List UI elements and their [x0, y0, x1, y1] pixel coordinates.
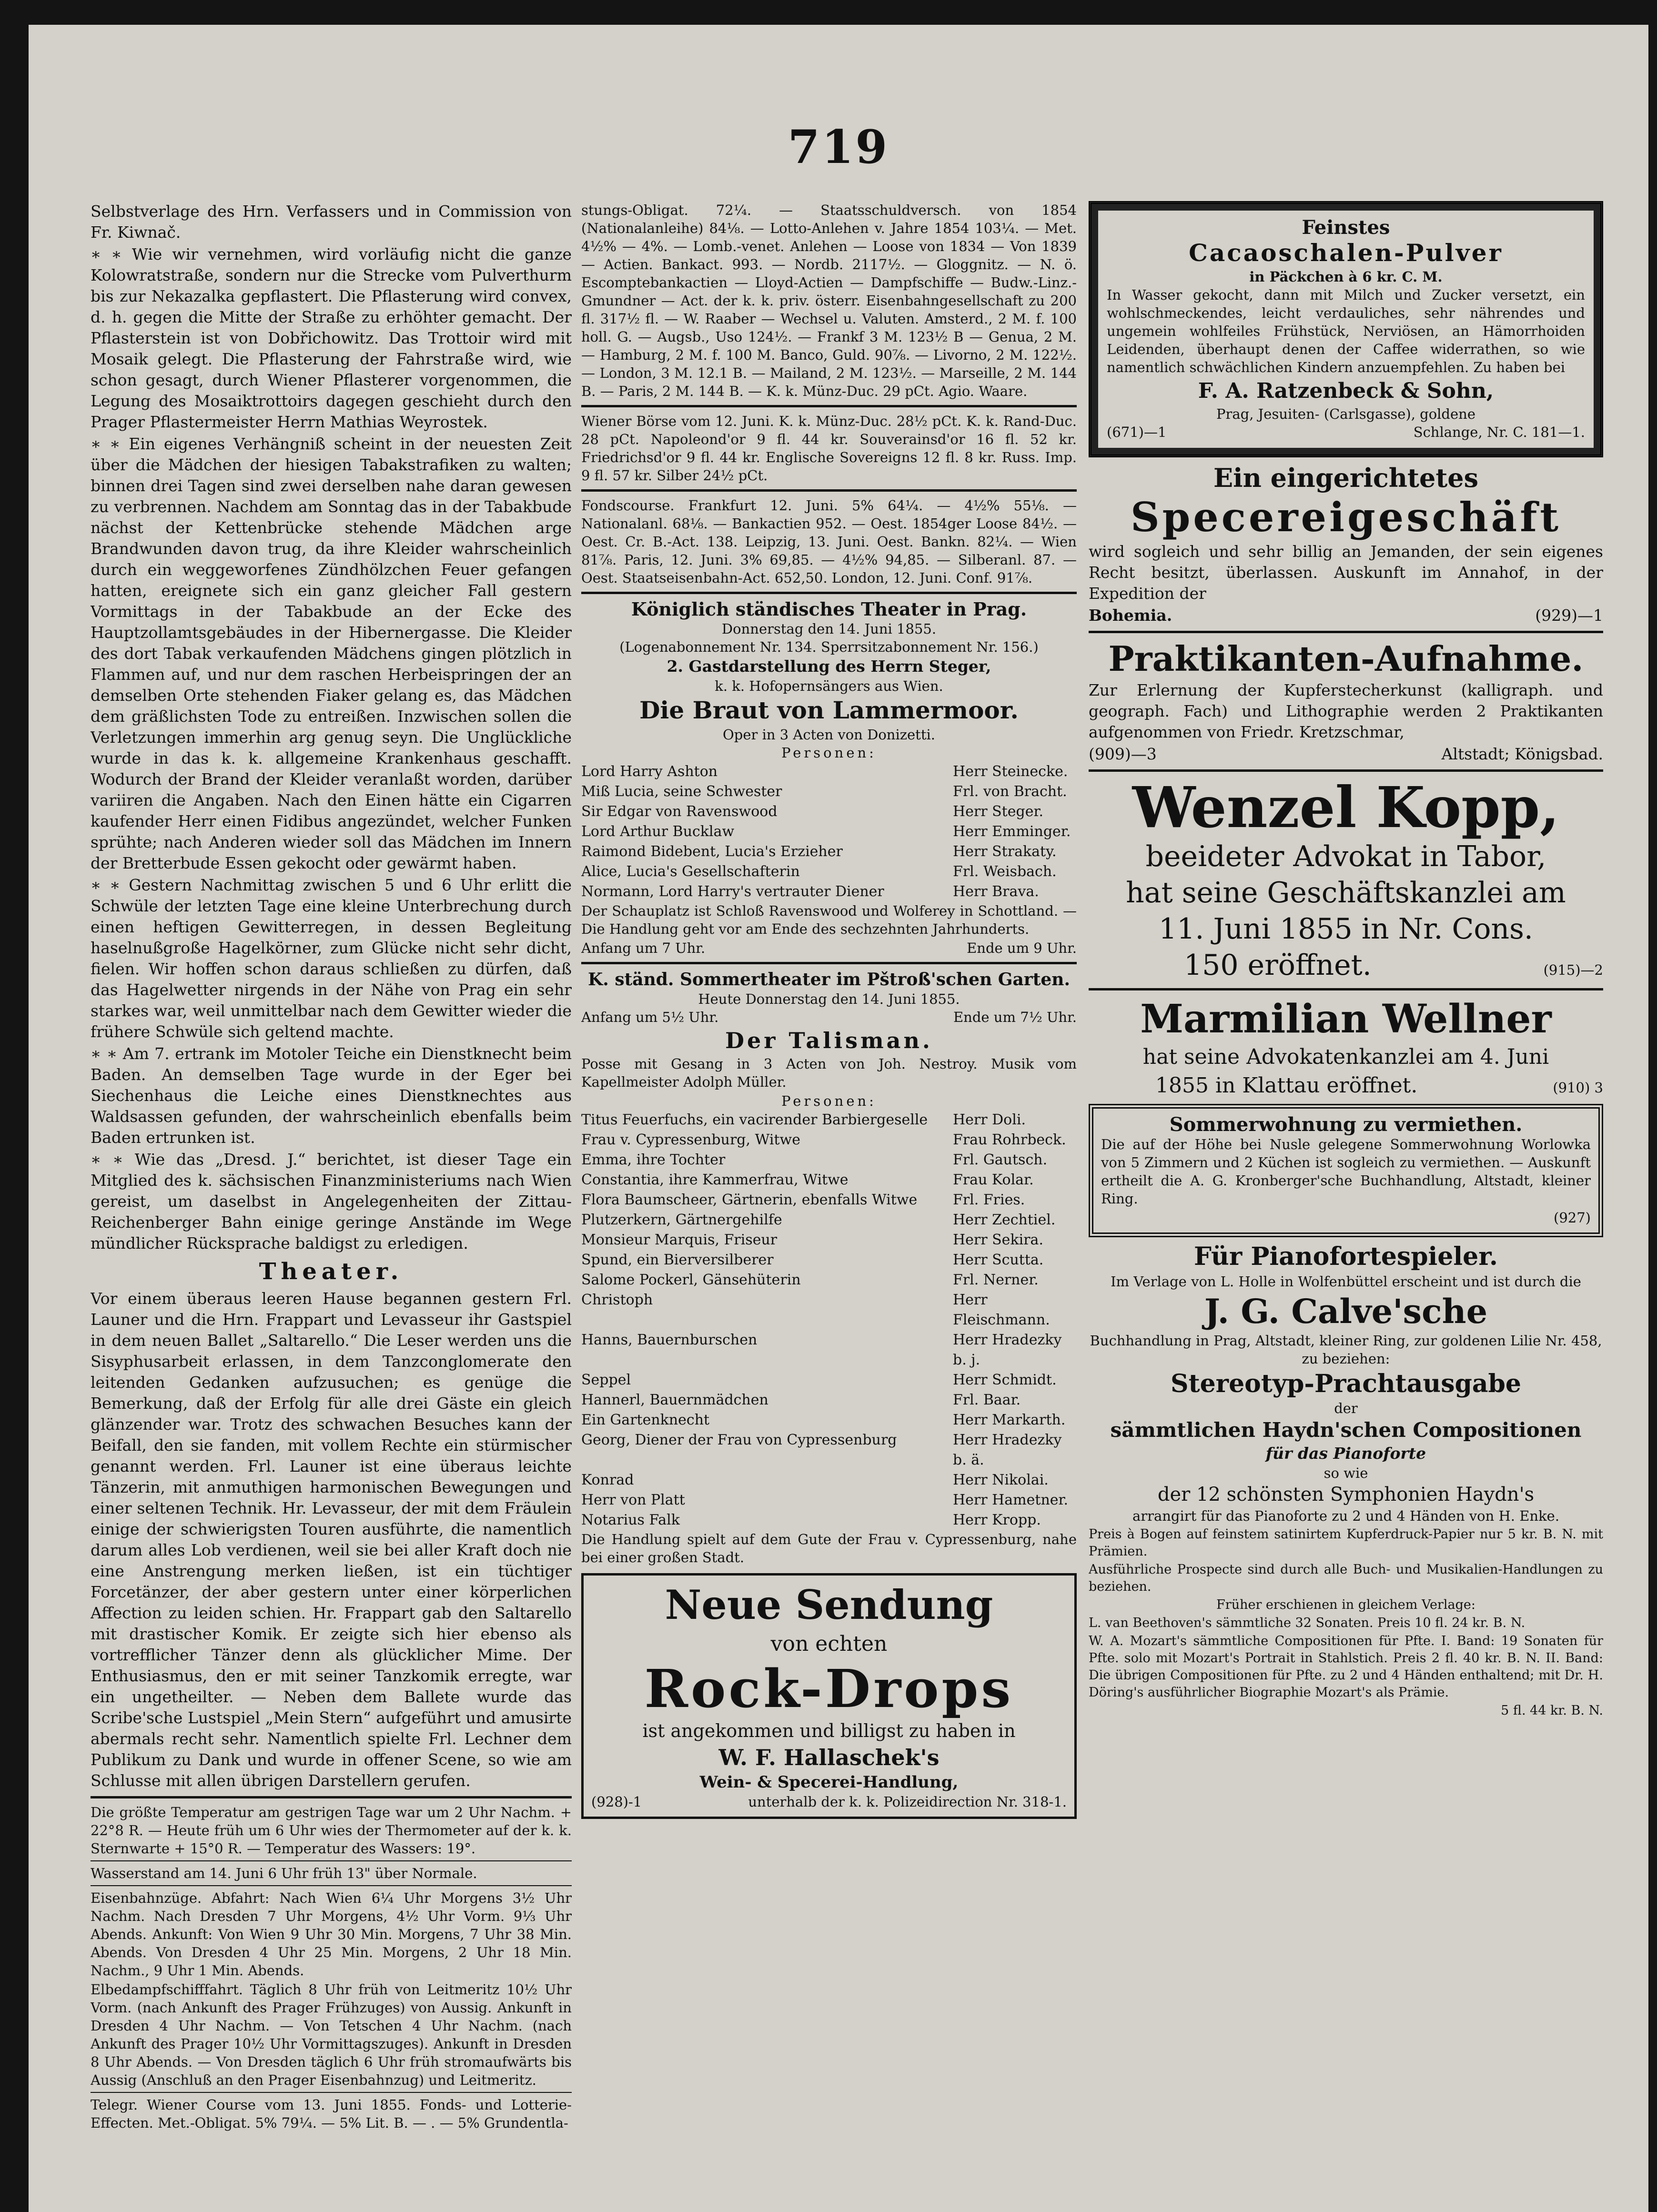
- cast-row: [581, 1230, 1077, 1250]
- piano-address: Buchhandlung in Prag, Altstadt, kleiner Ring, zur goldenen Lilie Nr. 458, zu beziehen:: [1090, 1333, 1602, 1367]
- cast-role: Spund, ein Bierversilberer: [581, 1252, 774, 1268]
- ad-shop-type: Wein- & Specerei-Handlung,: [699, 1773, 959, 1792]
- cocoa-address-2: Schlange, Nr. C. 181—1.: [1413, 424, 1585, 440]
- start-time: Anfang um 7 Uhr.: [581, 940, 706, 956]
- cast-role: Lord Harry Ashton: [581, 763, 718, 780]
- cocoa-title-1: Feinstes: [1302, 216, 1390, 239]
- cast-role: Salome Pockerl, Gänsehüterin: [581, 1272, 801, 1288]
- opera-times: [581, 939, 1077, 957]
- kopp-footer: [1089, 947, 1603, 983]
- summer-theater-date: Heute Donnerstag den 14. Juni 1855.: [698, 991, 960, 1007]
- cast-role: Seppel: [581, 1372, 631, 1388]
- summer-apartment-text: Die auf der Höhe bei Nusle gelegene Sommerwohnung Worlowka von 5 Zimmern und 2 Küchen ist sogleich zu vermiethen. — Auskunft ertheilt die A. G. Kronberger'sche Buchhandlung, Altstadt, kleiner Ring.: [1101, 1136, 1591, 1207]
- cast-actor: Herr Doli.: [953, 1111, 1026, 1128]
- divider: [91, 1796, 572, 1798]
- cast-row: [581, 802, 1077, 822]
- telegraph-course: Telegr. Wiener Course vom 13. Juni 1855. Fonds- und Lotterie-Effecten. Met.-Obligat. 5% 79¼. — 5% Lit. B. — . — 5% Grundentla-: [91, 2097, 572, 2131]
- temperature-report: Die größte Temperatur am gestrigen Tage war um 2 Uhr Nachm. + 22°8 R. — Heute früh um 6 Uhr wies der Thermometer auf der k. k. Sternwarte + 15°0 R. — Temperatur des Wassers: 19°.: [91, 1804, 572, 1857]
- wellner-number: (910) 3: [1553, 1080, 1603, 1096]
- praktikanten-text: Zur Erlernung der Kupferstecherkunst (kalligraph. und geograph. Fach) und Lithographie werden 2 Praktikanten aufgenommen von Friedr. Kretzschmar,: [1089, 681, 1603, 741]
- cast-actor: Frau Rohrbeck.: [953, 1131, 1066, 1148]
- play-times: [581, 1008, 1077, 1026]
- cast-row: [581, 1130, 1077, 1150]
- cast-row: [581, 842, 1077, 862]
- cast-row: [581, 1470, 1077, 1490]
- cast-actor: Herr Schmidt.: [953, 1372, 1057, 1388]
- cast-role: Lord Arthur Bucklaw: [581, 823, 735, 840]
- piano-previous: Früher erschienen in gleichem Verlage:: [1216, 1597, 1475, 1612]
- cocoa-address: Prag, Jesuiten- (Carlsgasse), goldene: [1216, 406, 1475, 422]
- cast-row: [581, 1490, 1077, 1510]
- railway-schedule: Eisenbahnzüge. Abfahrt: Nach Wien 6¼ Uhr Morgens 3½ Uhr Nachm. Nach Dresden 7 Uhr Morgens, 4½ Uhr Vorm. 9⅓ Uhr Abends. Ankunft: Von Wien 9 Uhr 30 Min. Morgens, 7 Uhr 38 Min. Abends. Von Dresden 4 Uhr 25 Min. Morgens, 2 Uhr 18 Min. Nachm., 9 Uhr 1 Min. Abends.: [91, 1890, 572, 1979]
- cast-actor: Herr Steger.: [953, 803, 1044, 820]
- cast-actor: Frl. Nerner.: [953, 1272, 1039, 1288]
- cast-role: Christoph: [581, 1292, 653, 1308]
- cast-actor: Herr Zechtiel.: [953, 1212, 1056, 1228]
- page-number: 719: [788, 120, 889, 174]
- cast-role: Herr von Platt: [581, 1492, 685, 1508]
- cast-actor: Frl. Weisbach.: [953, 863, 1057, 880]
- ad-address: unterhalb der k. k. Polizeidirection Nr. 318-1.: [748, 1794, 1067, 1810]
- kopp-line-4: 150 eröffnet.: [1184, 949, 1372, 982]
- cast-role: Alice, Lucia's Gesellschafterin: [581, 863, 800, 880]
- opera-cast-list: [581, 762, 1077, 902]
- news-paragraph: ∗ ∗ Wie wir vernehmen, wird vorläufig nicht die ganze Kolowratstraße, sondern nur die Strecke vom Pulverthurm bis zur Nekazalka gepflastert. Die Pflasterung wird convex, d. h. gegen die Mitte der Straße zu erhöhter gemacht. Der Pflasterstein ist von Dobřichowitz. Das Trottoir wird mit Mosaik gelegt. Die Pflasterung der Fahrstraße wird, wie schon gesagt, durch Wiener Pflasterer vorgenommen, die Legung des Mosaiktrottoirs dagegen geschieht durch den Prager Pflastermeister Herrn Mathias Weyrostek.: [91, 245, 572, 431]
- cast-role: Frau v. Cypressenburg, Witwe: [581, 1131, 800, 1148]
- opera-scene: Der Schauplatz ist Schloß Ravenswood und Wolferey in Schottland. — Die Handlung geht vor am Ende des sechzehnten Jahrhunderts.: [581, 903, 1077, 937]
- persons-label: Personen:: [781, 745, 877, 761]
- cast-actor: Herr Sekira.: [953, 1232, 1043, 1248]
- cast-row: [581, 1190, 1077, 1210]
- vienna-exchange: Wiener Börse vom 12. Juni. K. k. Münz-Duc. 28½ pCt. K. k. Rand-Duc. 28 pCt. Napoleond'or 9 fl. 44 kr. Souverainsd'or 16 fl. 52 kr. Friedrichsd'or 9 fl. 44 kr. Englische Sovereigns 12 fl. 8 kr. Russ. Imp. 9 fl. 57 kr. Silber 24½ pCt.: [581, 413, 1077, 484]
- cast-row: [581, 1430, 1077, 1470]
- praktikanten-address: Altstadt; Königsbad.: [1441, 745, 1603, 763]
- shop-ad-last: Bohemia.: [1089, 606, 1172, 625]
- divider: [91, 1860, 572, 1861]
- theater-abonnement: (Logenabonnement Nr. 134. Sperrsitzabonnement Nr. 156.): [619, 639, 1039, 655]
- water-level: Wasserstand am 14. Juni 6 Uhr früh 13" über Normale.: [91, 1865, 477, 1881]
- opera-title: Die Braut von Lammermoor.: [639, 696, 1019, 724]
- cast-row: [581, 862, 1077, 882]
- column-right: [1089, 201, 1603, 2145]
- theater-header: Königlich ständisches Theater in Prag.: [631, 598, 1027, 620]
- piano-mozart-price: 5 fl. 44 kr. B. N.: [1501, 1703, 1603, 1718]
- column-middle: [581, 201, 1077, 2145]
- cast-actor: Herr Markarth.: [953, 1412, 1066, 1428]
- piano-beethoven: L. van Beethoven's sämmtliche 32 Sonaten. Preis 10 fl. 24 kr. B. N.: [1089, 1616, 1526, 1630]
- ad-product: Rock-Drops: [644, 1658, 1014, 1719]
- cast-row: [581, 1410, 1077, 1430]
- cocoa-title-2: Cacaoschalen-Pulver: [1189, 239, 1503, 267]
- cast-role: Sir Edgar von Ravenswood: [581, 803, 778, 820]
- end-time: Ende um 9 Uhr.: [967, 940, 1077, 956]
- cast-row: [581, 1270, 1077, 1290]
- guest-performance: 2. Gastdarstellung des Herrn Steger,: [667, 657, 991, 676]
- cast-role: Ein Gartenknecht: [581, 1412, 710, 1428]
- ad-from: von echten: [770, 1632, 888, 1656]
- divider: [91, 2092, 572, 2093]
- cast-role: Hanns, Bauernburschen: [581, 1332, 758, 1348]
- cast-actor: Herr Fleischmann.: [953, 1292, 1050, 1328]
- piano-edition: Stereotyp-Prachtausgabe: [1171, 1369, 1521, 1398]
- intro-line: Selbstverlage des Hrn. Verfassers und in Commission von Fr. Kiwnač.: [91, 202, 572, 242]
- play-cast-list: [581, 1110, 1077, 1530]
- cocoa-footer: [1107, 423, 1585, 441]
- theater-heading: Theater.: [259, 1258, 404, 1285]
- market-report: stungs-Obligat. 72¼. — Staatsschuldversch. von 1854 (Nationalanleihe) 84⅛. — Lotto-Anlehen v. Jahre 1854 103¼. — Met. 4½% — 4%. — Lomb.-venet. Anlehen — Loose von 1834 — Von 1839 — Actien. Bankact. 993. — Nordb. 2117½. — Gloggnitz. — N. ö. Escomptebankactien — Lloyd-Actien — Dampfschiffe — Budw.-Linz.-Gmundner — Act. der k. k. priv. österr. Eisenbahngesellschaft zu 200 fl. 317½ fl. — W. Raaber — Wechsel u. Valuten. Amsterd., 2 M. f. 100 holl. G. — Augsb., Uso 124½. — Frankf 3 M. 123½ B — Genua, 2 M. — Hamburg, 2 M. f. 100 M. Banco, Guld. 90⅞. — Livorno, 2 M. 122½. — London, 3 M. 12.1 B. — Mailand, 2 M. 123½. — Marseille, 2 M. 144 B. — Paris, 2 M. 144 B. — K. k. Münz-Duc. 29 pCt. Agio. Waare.: [581, 202, 1077, 399]
- cast-role: Emma, ihre Tochter: [581, 1151, 726, 1168]
- cast-row: [581, 822, 1077, 842]
- start-time: Anfang um 5½ Uhr.: [581, 1009, 719, 1025]
- cast-role: Raimond Bidebent, Lucia's Erzieher: [581, 843, 843, 860]
- piano-title: Für Pianofortespieler.: [1194, 1242, 1498, 1271]
- piano-prospects: Ausführliche Prospecte sind durch alle Buch- und Musikalien-Handlungen zu beziehen.: [1089, 1562, 1603, 1594]
- shop-ad-text: wird sogleich und sehr billig an Jemanden, der sein eigenes Recht besitzt, überlassen. Auskunft im Annahof, in der Expedition der: [1089, 542, 1603, 603]
- cast-actor: Frl. Gautsch.: [953, 1151, 1048, 1168]
- ad-number: (928)-1: [591, 1794, 642, 1810]
- cast-actor: Herr Strakaty.: [953, 843, 1057, 860]
- cast-actor: Herr Brava.: [953, 883, 1039, 900]
- news-paragraph: ∗ ∗ Gestern Nachmittag zwischen 5 und 6 Uhr erlitt die Schwüle der letzten Tage eine kleine Unterbrechung durch einen heftigen Gewitterregen, in dessen Begleitung haselnußgroße Hagelkörner, zum Glücke nicht sehr dicht, fielen. Wir hoffen schon daraus schließen zu dürfen, daß das Hagelwetter nirgends in der Nähe von Prag ein sehr starkes war, weil unmittelbar nach dem Gewitter wieder die frühere Schwüle sich geltend machte.: [91, 876, 572, 1041]
- wellner-name: Marmilian Wellner: [1140, 996, 1552, 1042]
- cocoa-firm: F. A. Ratzenbeck & Sohn,: [1198, 379, 1494, 403]
- cast-row: [581, 1370, 1077, 1390]
- summer-theater-header: K. ständ. Sommertheater im Pštroß'schen Garten.: [588, 970, 1070, 990]
- kopp-name: Wenzel Kopp,: [1132, 774, 1560, 840]
- divider: [1089, 769, 1603, 772]
- cast-actor: Herr Hametner.: [953, 1492, 1069, 1508]
- piano-for: für das Pianoforte: [1265, 1444, 1426, 1463]
- praktikanten-number: (909)—3: [1089, 745, 1157, 763]
- kopp-line-3: 11. Juni 1855 in Nr. Cons.: [1158, 912, 1534, 946]
- cast-role: Normann, Lord Harry's vertrauter Diener: [581, 883, 884, 900]
- wellner-footer: [1089, 1071, 1603, 1100]
- cast-row: [581, 1210, 1077, 1230]
- cocoa-number: (671)—1: [1107, 424, 1167, 440]
- piano-symphonies: der 12 schönsten Symphonien Haydn's: [1157, 1484, 1535, 1505]
- cast-row: [581, 1150, 1077, 1170]
- divider: [581, 405, 1077, 407]
- fund-courses: Fondscourse. Frankfurt 12. Juni. 5% 64¼. — 4½% 55⅛. — Nationalanl. 68⅛. — Bankactien 952. — Oest. 1854ger Loose 84½. — Oest. Cr. B.-Act. 138. Leipzig, 13. Juni. Oest. Bankn. 82¼. — Wien 81⅞. Paris, 12. Juni. 3% 69,85. — 4½% 94,85. — Silberanl. 87. — Oest. Staatseisenbahn-Act. 652,50. London, 12. Juni. Conf. 91⅞.: [581, 497, 1077, 586]
- play-subtitle: Posse mit Gesang in 3 Acten von Joh. Nestroy. Musik vom Kapellmeister Adolph Müller.: [581, 1056, 1077, 1090]
- persons-label: Personen:: [781, 1093, 877, 1109]
- piano-der: der: [1334, 1400, 1358, 1416]
- divider: [581, 592, 1077, 594]
- piano-publisher: Im Verlage von L. Holle in Wolfenbüttel erscheint und ist durch die: [1111, 1273, 1581, 1290]
- cast-role: Constantia, ihre Kammerfrau, Witwe: [581, 1172, 849, 1188]
- end-time: Ende um 7½ Uhr.: [953, 1009, 1077, 1025]
- cast-actor: Frau Kolar.: [953, 1172, 1034, 1188]
- steamship-schedule: Elbedampfschifffahrt. Täglich 8 Uhr früh von Leitmeritz 10½ Uhr Vorm. (nach Ankunft des Prager Frühzuges) von Aussig. Ankunft in Dresden 4 Uhr Nachm. — Von Tetschen 4 Uhr Nachm. (nach Ankunft des Prager 10½ Uhr Vormittagszuges). Ankunft in Dresden 8 Uhr Abends. — Von Dresden täglich 6 Uhr früh stromaufwärts bis Aussig (Anschluß an den Prager Eisenbahnzug) und Leitmeritz.: [91, 1981, 572, 2088]
- kopp-line-2: hat seine Geschäftskanzlei am: [1126, 876, 1566, 909]
- cast-actor: Herr Kropp.: [953, 1512, 1041, 1528]
- summer-apartment-number: (927): [1554, 1210, 1591, 1226]
- cast-row: [581, 782, 1077, 802]
- shop-ad-title-2: Specereigeschäft: [1130, 494, 1562, 541]
- wellner-line-1: hat seine Advokatenkanzlei am 4. Juni: [1142, 1045, 1549, 1069]
- play-scene: Die Handlung spielt auf dem Gute der Frau v. Cypressenburg, nahe bei einer großen Stadt.: [581, 1531, 1077, 1566]
- cast-actor: Frl. von Bracht.: [953, 783, 1067, 800]
- cast-role: Georg, Diener der Frau von Cypressenburg: [581, 1432, 897, 1448]
- cast-role: Titus Feuerfuchs, ein vacirender Barbiergeselle: [581, 1111, 928, 1128]
- opera-subtitle: Oper in 3 Acten von Donizetti.: [723, 727, 935, 743]
- divider: [581, 962, 1077, 964]
- cast-row: [581, 1390, 1077, 1410]
- shop-ad-number: (929)—1: [1535, 606, 1603, 625]
- piano-arrangement: arrangirt für das Pianoforte zu 2 und 4 Händen von H. Enke.: [1132, 1508, 1560, 1524]
- piano-price: Preis à Bogen auf feinstem satinirtem Kupferdruck-Papier nur 5 kr. B. N. mit Prämien.: [1089, 1527, 1603, 1559]
- divider: [91, 1885, 572, 1886]
- cast-actor: Herr Steinecke.: [953, 763, 1068, 780]
- rock-drops-ad: [581, 1573, 1077, 1819]
- summer-apartment-ad: [1089, 1104, 1603, 1237]
- cast-actor: Herr Scutta.: [953, 1252, 1044, 1268]
- cast-row: [581, 1290, 1077, 1330]
- ad-shop: W. F. Hallaschek's: [718, 1745, 940, 1770]
- ad-text: ist angekommen und billigst zu haben in: [642, 1720, 1016, 1741]
- shop-ad-footer: [1089, 605, 1603, 626]
- kopp-line-1: beeideter Advokat in Tabor,: [1145, 840, 1546, 873]
- piano-shop: J. G. Calve'sche: [1204, 1292, 1488, 1331]
- cast-role: Konrad: [581, 1472, 634, 1488]
- cast-row: [581, 1250, 1077, 1270]
- cast-role: Monsieur Marquis, Friseur: [581, 1232, 778, 1248]
- cast-row: [581, 1170, 1077, 1190]
- cast-row: [581, 762, 1077, 782]
- cast-row: [581, 1510, 1077, 1530]
- cast-row: [581, 1110, 1077, 1130]
- cast-row: [581, 1330, 1077, 1370]
- play-title: Der Talisman.: [725, 1028, 933, 1053]
- theater-review: Vor einem überaus leeren Hause begannen gestern Frl. Launer und die Hrn. Frappart und Levasseur ihr Gastspiel in dem neuen Ballet „Saltarello.“ Die Leser werden uns die Sisyphusarbeit erlassen, in dem Tanzconglomerate den leitenden Gedanken aufzusuchen; es genüge die Bemerkung, daß der Erfolg für alle drei Gäste ein gleich glänzender war. Trotz des schwachen Besuches kann der Beifall, den sie fanden, mit vollem Rechte ein stürmischer genannt werden. Frl. Launer ist eine überaus leichte Tänzerin, mit anmuthigen harmonischen Bewegungen und einer seltenen Technik. Hr. Levasseur, der mit dem Fräulein einige der schwierigsten Touren ausführte, die namentlich darum alles Lob verdienen, weil sie bei aller Kraft doch nie eine Anstrengung merken ließen, ist ein tüchtiger Forcetänzer, der aber gestern unter einer körperlichen Affection zu leiden schien. Hr. Frappart gab den Saltarello mit drastischer Komik. Er zeigte sich hier ebenso als vortrefflicher Tänzer denn als glücklicher Mime. Der Enthusiasmus, den er mit seiner Tanzkomik erregte, war ein ungetheilter. — Neben dem Ballete wurde das Scribe'sche Lustspiel „Mein Stern“ aufgeführt und amusirte abermals recht sehr. Namentlich spielte Frl. Lechner dem Publikum zu Dank und wurde in offener Scene, so wie am Schlusse mit allen übrigen Darstellern gerufen.: [91, 1289, 572, 1790]
- piano-sowie: so wie: [1324, 1465, 1368, 1481]
- guest-performer: k. k. Hofopernsängers aus Wien.: [715, 678, 943, 694]
- cast-row: [581, 882, 1077, 902]
- praktikanten-footer: [1089, 744, 1603, 765]
- news-paragraph: ∗ ∗ Wie das „Dresd. J.“ berichtet, ist dieser Tage ein Mitglied des k. sächsischen Finanzministeriums nach Wien gereist, um daselbst in Angelegenheiten der Zittau-Reichenberger Bahn einige geringe Anstände im Wege mündlicher Rücksprache baldigst zu erledigen.: [91, 1150, 572, 1252]
- cast-role: Flora Baumscheer, Gärtnerin, ebenfalls Witwe: [581, 1192, 918, 1208]
- summer-apartment-title: Sommerwohnung zu vermiethen.: [1169, 1113, 1523, 1136]
- divider: [1089, 988, 1603, 990]
- kopp-number: (915)—2: [1543, 962, 1603, 978]
- cocoa-price: in Päckchen à 6 kr. C. M.: [1249, 269, 1443, 285]
- cast-actor: Frl. Baar.: [953, 1392, 1021, 1408]
- newspaper-page: [29, 25, 1648, 2212]
- cast-role: Miß Lucia, seine Schwester: [581, 783, 782, 800]
- cast-actor: Herr Emminger.: [953, 823, 1071, 840]
- piano-mozart: W. A. Mozart's sämmtliche Compositionen für Pfte. I. Band: 19 Sonaten für Pfte. solo mit Mozart's Portrait in Stahlstich. Preis 2 fl. 40 kr. B. N. II. Band: Die übrigen Compositionen für Pfte. zu 2 und 4 Händen enthaltend; mit Dr. H. Döring's ausführlicher Biographie Mozart's als Prämie.: [1089, 1634, 1603, 1700]
- shop-ad-title-1: Ein eingerichtetes: [1213, 463, 1479, 493]
- theater-date: Donnerstag den 14. Juni 1855.: [721, 621, 937, 637]
- cocoa-ad: [1089, 201, 1603, 457]
- cast-actor: Herr Nikolai.: [953, 1472, 1049, 1488]
- divider: [1089, 631, 1603, 633]
- divider: [581, 489, 1077, 492]
- cast-actor: Herr Hradezky b. j.: [953, 1332, 1062, 1368]
- news-paragraph: ∗ ∗ Am 7. ertrank im Motoler Teiche ein Dienstknecht beim Baden. An demselben Tage wurde in der Eger bei Siechenhaus die Leiche eines Dienstknechtes aus Waldsassen gefunden, der wahrscheinlich ebenfalls beim Baden ertrunken ist.: [91, 1044, 572, 1147]
- ad-title: Neue Sendung: [665, 1581, 993, 1628]
- cast-actor: Herr Hradezky b. ä.: [953, 1432, 1062, 1468]
- wellner-line-2: 1855 in Klattau eröffnet.: [1155, 1073, 1418, 1098]
- cast-actor: Frl. Fries.: [953, 1192, 1025, 1208]
- column-left: [91, 201, 572, 2145]
- piano-compositions: sämmtlichen Haydn'schen Compositionen: [1110, 1418, 1582, 1442]
- cast-role: Plutzerkern, Gärtnergehilfe: [581, 1212, 782, 1228]
- praktikanten-title: Praktikanten-Aufnahme.: [1108, 638, 1584, 679]
- news-paragraph: ∗ ∗ Ein eigenes Verhängniß scheint in der neuesten Zeit über die Mädchen der hiesigen Tabakstrafiken zu walten; binnen drei Tagen sind zwei derselben nahe daran gewesen zu verbrennen. Nachdem am Sonntag das in der Tabakbude nächst der Kettenbrücke stehende Mädchen arge Brandwunden davon trug, da ihre Kleider wahrscheinlich durch ein weggeworfenes Zündhölzchen Feuer gefangen hatten, ereignete sich ein ganz gleicher Fall gestern Vormittags in der Tabakbude an der Ecke des Hauptzollamtsgebäudes in der Hibernergasse. Die Kleider des dort Tabak verkaufenden Mädchens gingen plötzlich in Flammen auf, und nur dem raschen Herbeispringen der an demselben Orte stehenden Fiaker gelang es, das Mädchen dem gräßlichsten Tode zu entreißen. Inzwischen sollen die Verletzungen immerhin arg genug seyn. Die Unglückliche wurde in das k. k. allgemeine Krankenhaus geschafft. Wodurch der Brand der Kleider veranlaßt worden, darüber variiren die Angaben. Nach den Einen hätte ein Cigarren kaufender Herr einen Fidibus angezündet, welcher Funken sprühte; nach Anderen wieder soll das Mädchen im Innern der Bretterbude Essen gekocht oder gewärmt haben.: [91, 434, 572, 872]
- cast-role: Hannerl, Bauernmädchen: [581, 1392, 768, 1408]
- cocoa-text: In Wasser gekocht, dann mit Milch und Zucker versetzt, ein wohlschmeckendes, leicht verdauliches, sehr nährendes und ungemein wohlfeiles Frühstück, Nerviösen, an Hämorrhoiden Leidenden, überhaupt denen der Caffee widerrathen, so wie namentlich schwächlichen Kindern anzuempfehlen. Zu haben bei: [1107, 287, 1585, 375]
- cast-role: Notarius Falk: [581, 1512, 680, 1528]
- ad-footer: [591, 1793, 1067, 1811]
